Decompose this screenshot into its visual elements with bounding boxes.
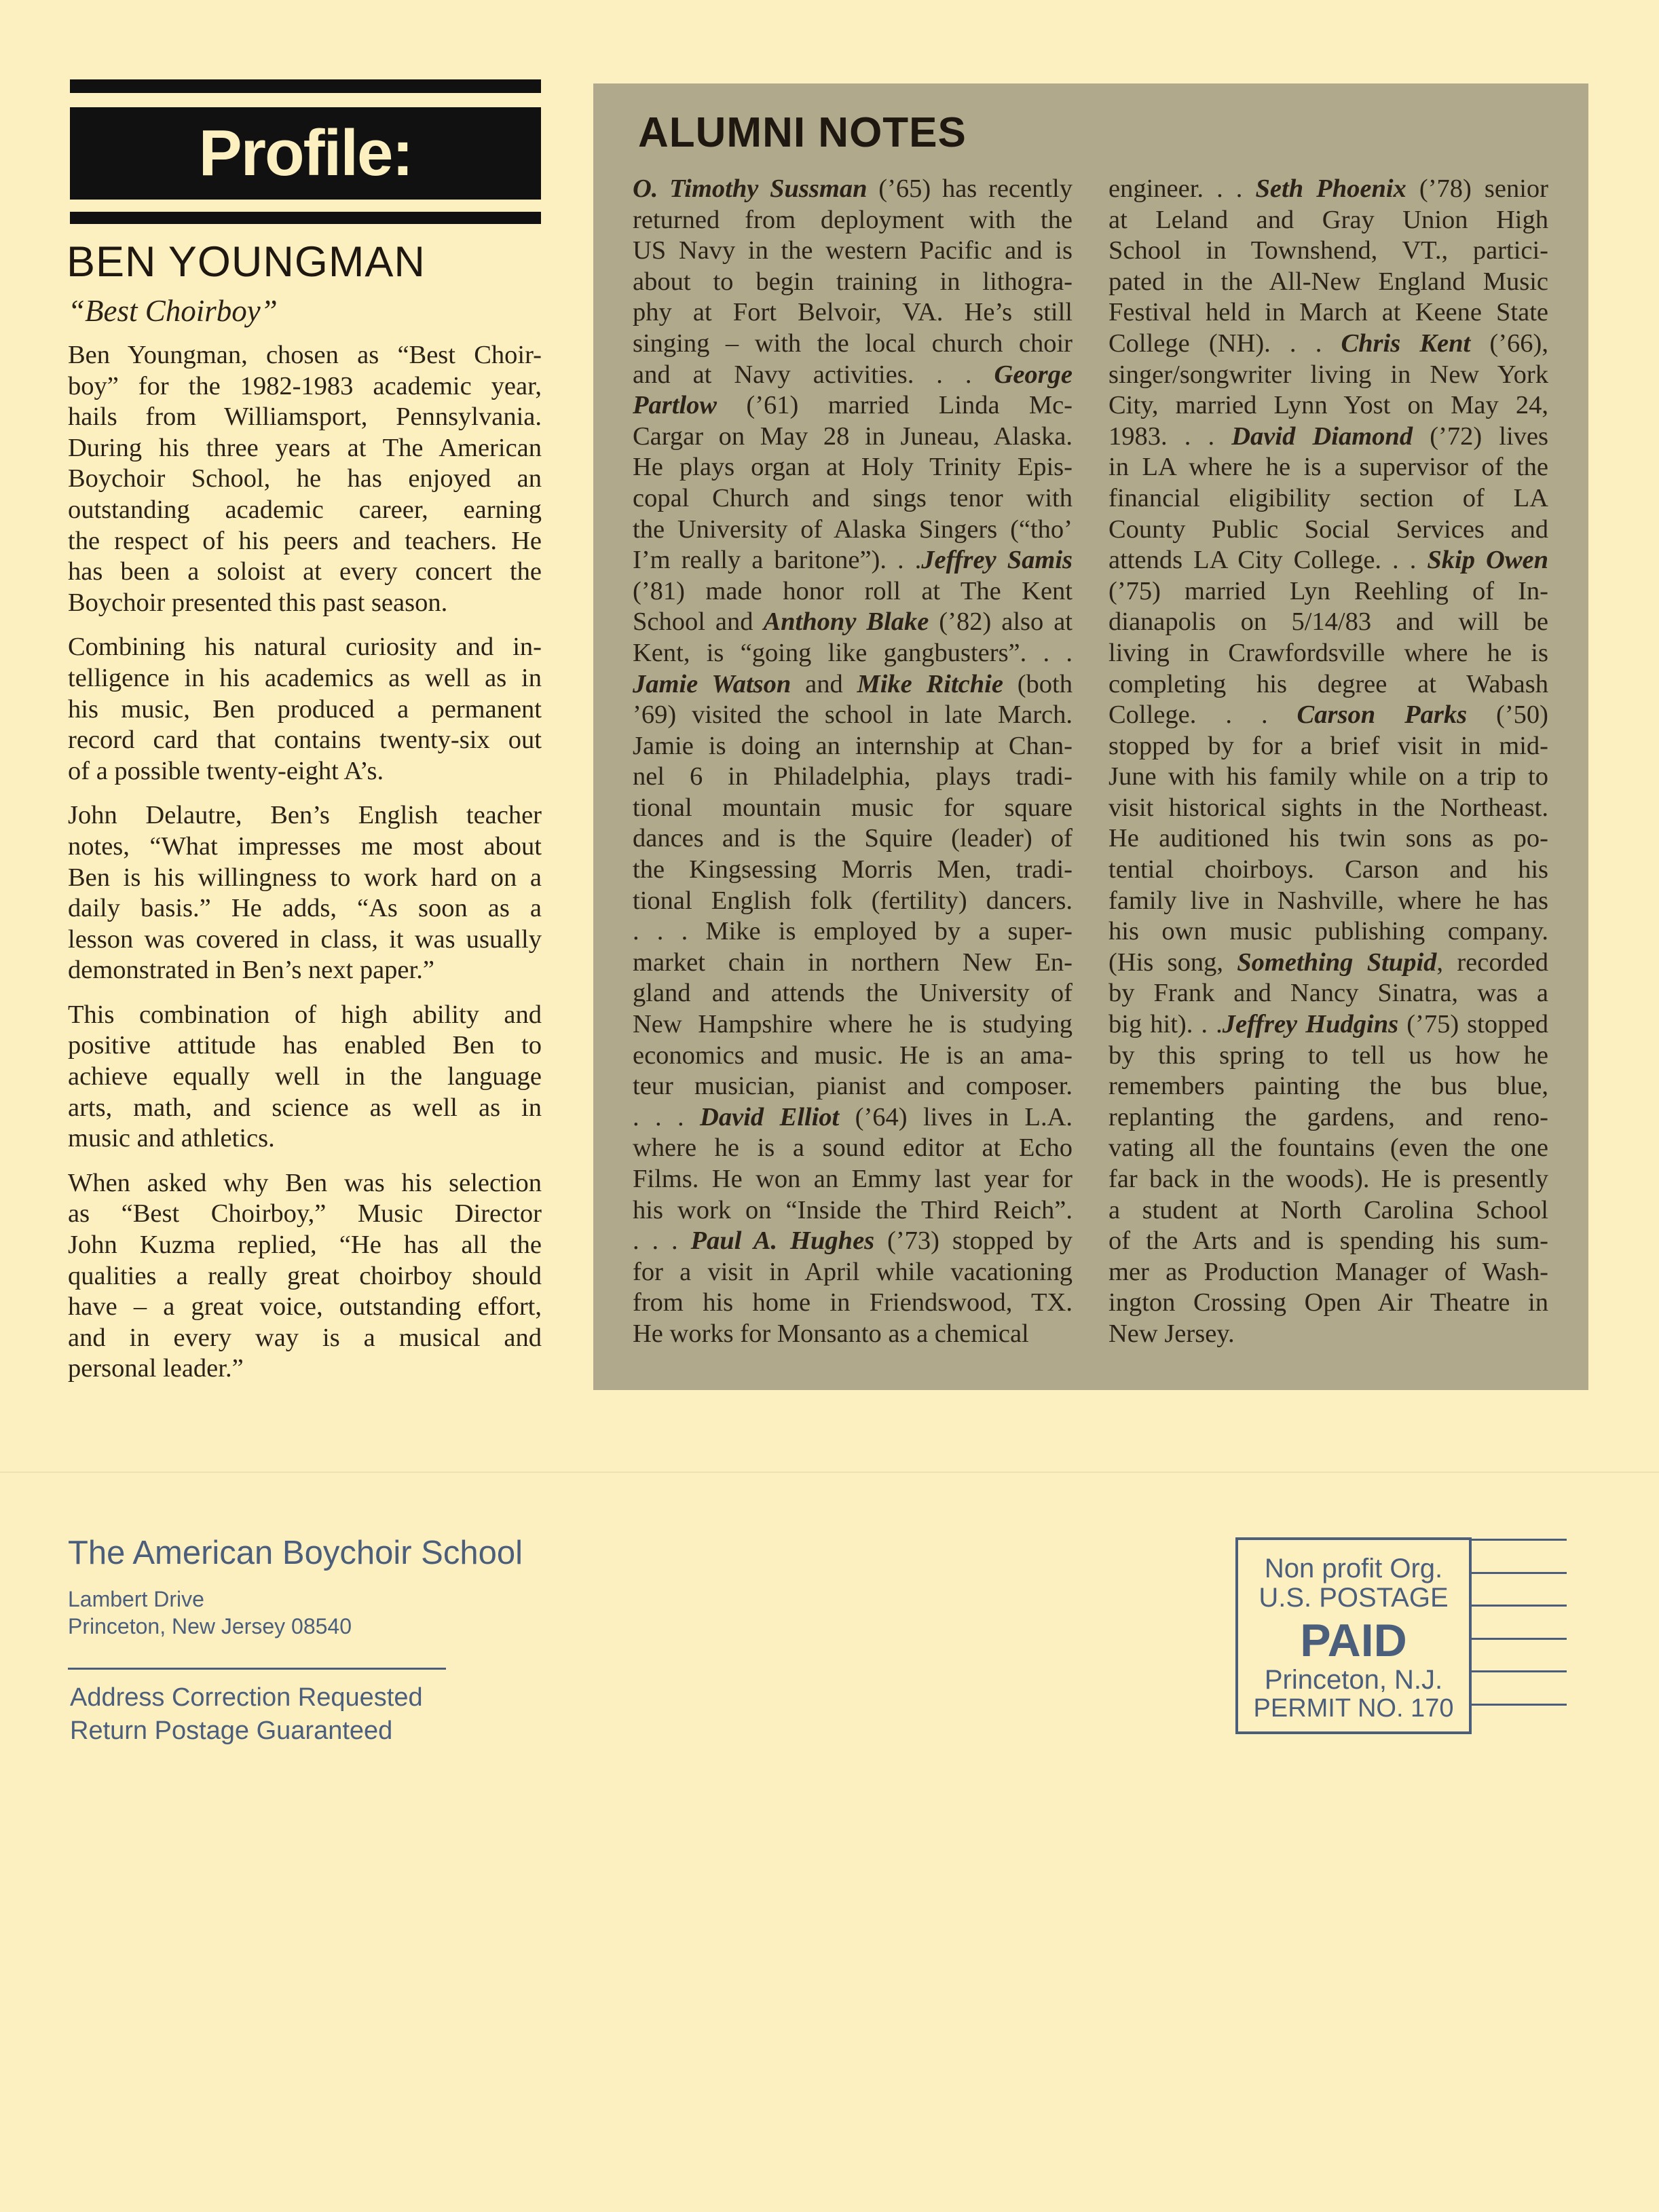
text-line [1108,1102,1548,1133]
text-segment: (’66), [1470,329,1548,358]
text-segment: living in Crawfordsville where he is [1108,638,1548,667]
text-segment: tional mountain music for square [633,793,1073,822]
text-segment: his work on “Inside the Third Reich”. [633,1195,1073,1224]
text-segment: dianapolis on 5/14/83 and will be [1108,607,1548,637]
text-segment: . . . [633,1226,691,1256]
text-line [633,267,1073,298]
text-segment: (’75) married Lyn Reehling of In- [1108,576,1548,605]
text-line [1108,1195,1548,1226]
text-line [633,1041,1073,1072]
text-segment: 1983. . . [1108,421,1232,451]
text-line [1108,514,1548,546]
profile-paragraph [68,1000,542,1155]
text-line [1108,174,1548,205]
text-segment: School and [633,607,764,637]
text-segment: far back in the woods). He is presently [1108,1165,1548,1193]
text-line: have – a great voice, outstanding effort, [68,1292,542,1321]
profile-paragraph [68,340,542,618]
cancellation-line [1472,1638,1567,1640]
profile-paragraph [68,800,542,986]
text-line: and in every way is a musical and [68,1323,542,1352]
text-line [1108,1133,1548,1164]
text-line: music and athletics. [68,1124,275,1153]
text-line [633,1164,1073,1195]
text-segment: dances and is the Squire (leader) of [633,824,1073,853]
text-line: outstanding academic career, earning [68,495,542,524]
text-segment: completing his degree at Wabash [1108,669,1548,698]
cancellation-line [1472,1670,1567,1672]
text-segment: his own music publishing company. [1108,917,1548,946]
text-segment: in LA where he is a supervisor of the [1108,453,1548,482]
text-line: achieve equally well in the language [68,1062,542,1091]
text-line: telligence in his academics as well as in [68,663,542,692]
text-line: This combination of high ability and [68,1000,542,1029]
text-line [633,793,1073,824]
text-line: of a possible twenty-eight A’s. [68,756,384,785]
text-line [1108,638,1548,669]
return-address-school: The American Boychoir School [68,1535,523,1571]
text-line [1108,329,1548,360]
text-segment: family live in Nashville, where he has [1108,886,1548,915]
text-line [633,762,1073,793]
text-line [633,1195,1073,1226]
paper-fold-line [0,1471,1659,1473]
text-segment: He auditioned his twin sons as po- [1108,824,1548,853]
text-segment: by this spring to tell us how he [1108,1041,1548,1070]
text-segment: the University of Alaska Singers (“tho’ [633,514,1073,544]
text-segment: by Frank and Nancy Sinatra, was a [1108,979,1548,1008]
text-line [1108,1226,1548,1257]
text-line [1108,916,1548,948]
text-line [633,483,1073,514]
text-line [1108,1319,1548,1350]
text-line [633,576,1073,607]
text-segment: I’m really a baritone”). . . [633,546,922,575]
text-segment: singer/songwriter living in New York [1108,360,1548,389]
text-segment: . . . Mike is employed by a super- [633,917,1073,946]
indicia-line-1: Non profit Org. [1264,1554,1443,1583]
text-line [1108,421,1548,453]
text-line [633,823,1073,855]
text-line [633,205,1073,236]
text-segment: from his home in Friendswood, TX. [633,1288,1073,1317]
text-line [1108,267,1548,298]
text-line: arts, math, and science as well as in [68,1093,542,1122]
text-line [633,360,1073,391]
indicia-paid: PAID [1300,1615,1407,1666]
text-segment: (His song, [1108,948,1237,977]
text-segment: the Kingsessing Morris Men, tradi- [633,855,1073,884]
alumnus-name: Seth Phoenix [1255,174,1406,203]
indicia-line-2: U.S. POSTAGE [1259,1583,1449,1613]
text-line: John Kuzma replied, “He has all the [68,1231,542,1260]
profile-banner: Profile: [70,107,541,200]
text-line [633,545,1073,576]
text-line [633,514,1073,546]
alumnus-name: George [994,360,1073,389]
text-line: notes, “What impresses me most about [68,831,542,861]
profile-paragraph [68,1168,542,1385]
text-line [1108,1041,1548,1072]
text-line [1108,1071,1548,1102]
text-segment: , recorded [1436,948,1548,977]
text-segment: College (NH). . . [1108,329,1341,358]
text-line: Boychoir School, he has enjoyed an [68,464,542,493]
text-line [1108,390,1548,421]
text-line: Ben Youngman, chosen as “Best Choir- [68,341,542,369]
text-line [1108,205,1548,236]
text-segment: market chain in northern New En- [633,948,1073,977]
text-segment: visit historical sights in the Northeast. [1108,793,1548,822]
profile-subtitle: “Best Choirboy” [68,294,278,328]
text-segment: financial eligibility section of LA [1108,483,1548,512]
text-segment: mer as Production Manager of Wash- [1108,1257,1548,1286]
text-line [633,1319,1073,1350]
indicia-line-5: PERMIT NO. 170 [1253,1694,1454,1723]
text-line [1108,823,1548,855]
return-postage-notice: Return Postage Guaranteed [70,1717,393,1745]
text-line: qualities a really great choirboy should [68,1261,542,1290]
text-line: has been a soloist at every concert the [68,557,542,586]
text-line: demonstrated in Ben’s next paper.” [68,956,434,985]
text-line [633,390,1073,421]
text-line [633,1226,1073,1257]
text-segment: (’50) [1467,700,1548,730]
text-line [1108,731,1548,762]
return-address-line-1: Lambert Drive [68,1587,204,1611]
text-segment: New Hampshire where he is studying [633,1010,1073,1039]
profile-paragraph [68,632,542,787]
text-line [1108,1164,1548,1195]
text-line [633,452,1073,483]
text-segment: nel 6 in Philadelphia, plays tradi- [633,762,1073,791]
text-segment: where he is a sound editor at Echo [633,1133,1073,1163]
alumni-notes-column-2 [1108,174,1548,1350]
text-segment: (’78) senior [1406,174,1548,203]
text-line [1108,1257,1548,1288]
text-line [633,855,1073,886]
text-line [1108,793,1548,824]
text-segment: He plays organ at Holy Trinity Epis- [633,453,1073,482]
text-segment: big hit). . . [1108,1010,1223,1039]
text-segment: (’82) also at [929,607,1073,637]
text-line: hails from Williamsport, Pennsylvania. [68,402,542,432]
text-line [1108,762,1548,793]
text-segment: ’69) visited the school in late March. [633,700,1073,730]
text-segment: (’65) has recently [867,174,1073,203]
text-segment: and [791,669,857,698]
text-line [633,1133,1073,1164]
text-line [633,607,1073,638]
text-segment: . . . [633,1102,701,1131]
text-line [1108,483,1548,514]
text-line [1108,452,1548,483]
text-line [633,421,1073,453]
text-line [633,638,1073,669]
text-line: Boychoir presented this past season. [68,588,448,617]
text-line: Combining his natural curiosity and in- [68,633,542,662]
text-line: boy” for the 1982-1983 academic year, [68,371,542,400]
text-segment: School in Townshend, VT., partici- [1108,236,1548,265]
postage-indicia [1235,1537,1472,1734]
text-line: personal leader.” [68,1354,244,1383]
text-segment: gland and attends the University of [633,979,1073,1008]
text-line [1108,669,1548,700]
text-segment: US Navy in the western Pacific and is [633,236,1073,265]
alumnus-name: Skip Owen [1427,546,1548,575]
text-segment: phy at Fort Belvoir, VA. He’s still [633,298,1073,327]
text-line: the respect of his peers and teachers. He [68,526,542,555]
text-segment: He works for Monsanto as a chemical [633,1319,1029,1348]
text-segment: (’61) married Linda Mc- [717,391,1073,420]
alumnus-name: Mike Ritchie [857,669,1003,698]
cancellation-line [1472,1605,1567,1607]
text-line: his music, Ben produced a permanent [68,694,542,724]
text-line [633,978,1073,1009]
text-segment: June with his family while on a trip to [1108,762,1548,791]
cancellation-line [1472,1704,1567,1706]
alumnus-name: Chris Kent [1341,329,1471,358]
text-segment: tional English folk (fertility) dancers. [633,886,1073,915]
text-segment: of the Arts and is spending his sum- [1108,1226,1548,1256]
text-line [633,1009,1073,1041]
text-segment: City, married Lynn Yost on May 24, [1108,391,1548,420]
alumnus-name: Jeffrey Hudgins [1222,1010,1399,1039]
text-line [633,1071,1073,1102]
text-line: During his three years at The American [68,433,542,462]
text-segment: economics and music. He is an ama- [633,1041,1073,1070]
text-segment: (’73) stopped by [874,1226,1073,1256]
text-segment: New Jersey. [1108,1319,1235,1348]
alumnus-name: Partlow [633,391,717,420]
text-line: record card that contains twenty-six out [68,726,542,755]
address-divider [68,1668,446,1670]
profile-article [68,340,542,1398]
text-line [633,700,1073,731]
text-line [1108,700,1548,731]
text-line: daily basis.” He adds, “As soon as a [68,894,542,923]
text-line [633,948,1073,979]
text-line [633,1257,1073,1288]
text-segment: remembers painting the bus blue, [1108,1072,1548,1101]
text-segment: (’75) stopped [1398,1010,1548,1039]
text-segment: (’81) made honor roll at The Kent [633,576,1073,605]
text-segment: Films. He won an Emmy last year for [633,1165,1073,1193]
return-address-line-2: Princeton, New Jersey 08540 [68,1614,352,1638]
top-rule-thick [70,79,541,93]
text-line [1108,545,1548,576]
cancellation-line [1472,1539,1567,1541]
text-segment: (both [1003,669,1073,698]
text-line [633,174,1073,205]
alumnus-name: David Elliot [700,1102,840,1131]
text-line: Ben is his willingness to work hard on a [68,863,542,892]
alumnus-name: Carson Parks [1297,700,1468,730]
text-line [1108,1288,1548,1319]
text-line [1108,607,1548,638]
text-segment: vating all the fountains (even the one [1108,1133,1548,1163]
alumnus-name: Paul A. Hughes [690,1226,875,1256]
cancellation-line [1472,1572,1567,1574]
text-line [633,669,1073,700]
text-segment: ington Crossing Open Air Theatre in [1108,1288,1548,1317]
text-line: lesson was covered in class, it was usually [68,924,542,954]
text-segment: tential choirboys. Carson and his [1108,855,1548,884]
text-line [633,916,1073,948]
text-segment: returned from deployment with the [633,205,1073,234]
alumnus-name: O. Timothy Sussman [633,174,868,203]
alumnus-name: Jeffrey Samis [921,546,1073,575]
text-line [1108,360,1548,391]
text-segment: teur musician, pianist and composer. [633,1072,1073,1101]
text-line [633,1288,1073,1319]
banner-rule-bottom [70,212,541,224]
text-segment: copal Church and sings tenor with [633,483,1073,512]
text-segment: replanting the gardens, and reno- [1108,1102,1548,1131]
text-line [1108,948,1548,979]
text-segment: (’64) lives in L.A. [839,1102,1073,1131]
text-line: When asked why Ben was his selection [68,1168,542,1197]
text-segment: about to begin training in lithogra- [633,267,1073,296]
text-segment: College. . . [1108,700,1297,730]
text-line [1108,855,1548,886]
text-segment: attends LA City College. . . [1108,546,1428,575]
text-segment: and at Navy activities. . . [633,360,994,389]
text-line [633,236,1073,267]
profile-name: BEN YOUNGMAN [67,238,426,286]
alumnus-name: David Diamond [1231,421,1413,451]
text-line [633,731,1073,762]
text-segment: engineer. . . [1108,174,1256,203]
text-line: as “Best Choirboy,” Music Director [68,1199,542,1229]
text-line [633,329,1073,360]
alumni-notes-heading: ALUMNI NOTES [638,109,967,156]
text-line [1108,978,1548,1009]
text-line [1108,297,1548,329]
alumni-notes-column-1 [633,174,1073,1350]
text-line [1108,1009,1548,1041]
indicia-line-4: Princeton, N.J. [1264,1665,1443,1695]
text-line [1108,886,1548,917]
text-segment: for a visit in April while vacationing [633,1257,1073,1286]
text-segment: a student at North Carolina School [1108,1195,1548,1224]
alumnus-name: Jamie Watson [633,669,791,698]
text-line [1108,236,1548,267]
text-line: positive attitude has enabled Ben to [68,1031,542,1060]
text-segment: Kent, is “going like gangbusters”. . . [633,638,1073,667]
text-line [633,297,1073,329]
text-line [633,1102,1073,1133]
text-segment: at Leland and Gray Union High [1108,205,1548,234]
text-segment: (’72) lives [1413,421,1548,451]
alumnus-name: Something Stupid [1237,948,1437,977]
text-segment: pated in the All-New England Music [1108,267,1548,296]
text-segment: Jamie is doing an internship at Chan- [633,731,1073,760]
text-line [1108,576,1548,607]
text-line [633,886,1073,917]
text-segment: Festival held in March at Keene State [1108,298,1548,327]
text-segment: stopped by for a brief visit in mid- [1108,731,1548,760]
text-segment: County Public Social Services and [1108,514,1548,544]
text-line: John Delautre, Ben’s English teacher [68,801,542,830]
alumnus-name: Anthony Blake [763,607,929,637]
text-segment: singing – with the local church choir [633,329,1073,358]
address-correction-notice: Address Correction Requested [70,1683,423,1712]
text-segment: Cargar on May 28 in Juneau, Alaska. [633,421,1073,451]
